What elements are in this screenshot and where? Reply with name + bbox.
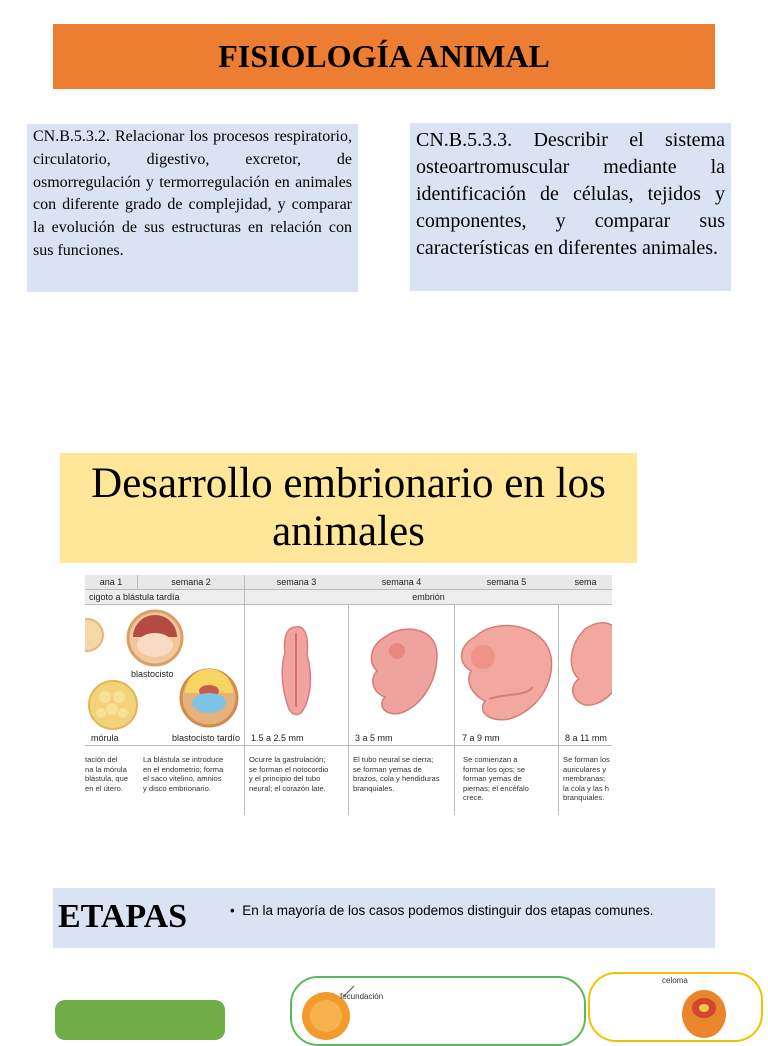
- desc-week1: tación del na la mórula blástula, que en el útero.: [85, 755, 129, 793]
- desc-week2: La blástula se introduce en el endometrio; forma el saco vitelino, amnios y disco embrionario.: [143, 755, 224, 793]
- week-header: ana 1: [99, 577, 123, 587]
- section-title: Desarrollo embrionario en los animales: [60, 453, 637, 563]
- group-label: cigoto a blástula tardía: [89, 592, 180, 602]
- blastocyst-partial: [85, 619, 103, 651]
- size-week4: 3 a 5 mm: [355, 733, 393, 743]
- embryo-illustrations: [85, 575, 612, 745]
- etapas-bullet: [230, 903, 653, 918]
- celoma-panel: [588, 972, 763, 1042]
- green-stage-box[interactable]: [55, 1000, 225, 1040]
- group-label: embrión: [412, 592, 445, 602]
- desc-week5: Se comienzan a formar los ojos; se forman yemas de piernas; el encéfalo crece.: [463, 755, 529, 803]
- objective-cn-b-5-3-3: CN.B.5.3.3. Describir el sistema osteoartromuscular mediante la identificación de células, tejidos y componentes, y comparar sus características en diferentes animales.: [410, 123, 731, 291]
- week4-embryo: [371, 629, 437, 714]
- etapas-bullet-text: En la mayoría de los casos podemos distinguir dos etapas comunes.: [242, 903, 654, 918]
- week-header: semana 4: [381, 577, 422, 587]
- size-week6: 8 a 11 mm: [565, 733, 607, 743]
- week-header: sema: [574, 577, 597, 587]
- week-header: semana 3: [276, 577, 317, 587]
- size-week3: 1.5 a 2.5 mm: [251, 733, 304, 743]
- embryo-development-table: [85, 575, 612, 815]
- desc-week3: Ocurre la gastrulación; se forman el notocordio y el principio del tubo neural; el corazón late.: [249, 755, 329, 793]
- week6-embryo-partial: [571, 623, 612, 705]
- label-morula: mórula: [91, 733, 119, 743]
- desc-week4: El tubo neural se cierra; se forman yemas de brazos, cola y hendiduras branquiales.: [353, 755, 440, 793]
- size-week5: 7 a 9 mm: [462, 733, 500, 743]
- week-header: semana 2: [171, 577, 211, 587]
- desc-week6: Se forman los auriculares y membranas; la cola y las h branquiales.: [563, 755, 610, 803]
- label-celoma: celoma: [662, 976, 688, 985]
- week-header: semana 5: [486, 577, 527, 587]
- label-fecundacion: fecundación: [340, 992, 384, 1001]
- fecundacion-panel: [290, 976, 586, 1046]
- title-bar: [53, 24, 715, 89]
- label-blastocisto: blastocisto: [131, 669, 174, 679]
- embryo-section-icon: [676, 982, 736, 1042]
- bullet-icon: •: [230, 903, 243, 918]
- label-blastocisto-tardio: blastocisto tardío: [172, 733, 241, 743]
- objective-cn-b-5-3-2: CN.B.5.3.2. Relacionar los procesos respiratorio, circulatorio, digestivo, excretor, de osmorregulación y termorregulación en animales con diferente grado de complejidad, y comparar la evolución de sus estructuras en relación con sus funciones.: [27, 124, 358, 292]
- page-title: FISIOLOGÍA ANIMAL: [218, 38, 550, 74]
- etapas-title: ETAPAS: [58, 898, 188, 935]
- week5-embryo: [462, 626, 552, 720]
- egg-cell-icon: [296, 982, 356, 1042]
